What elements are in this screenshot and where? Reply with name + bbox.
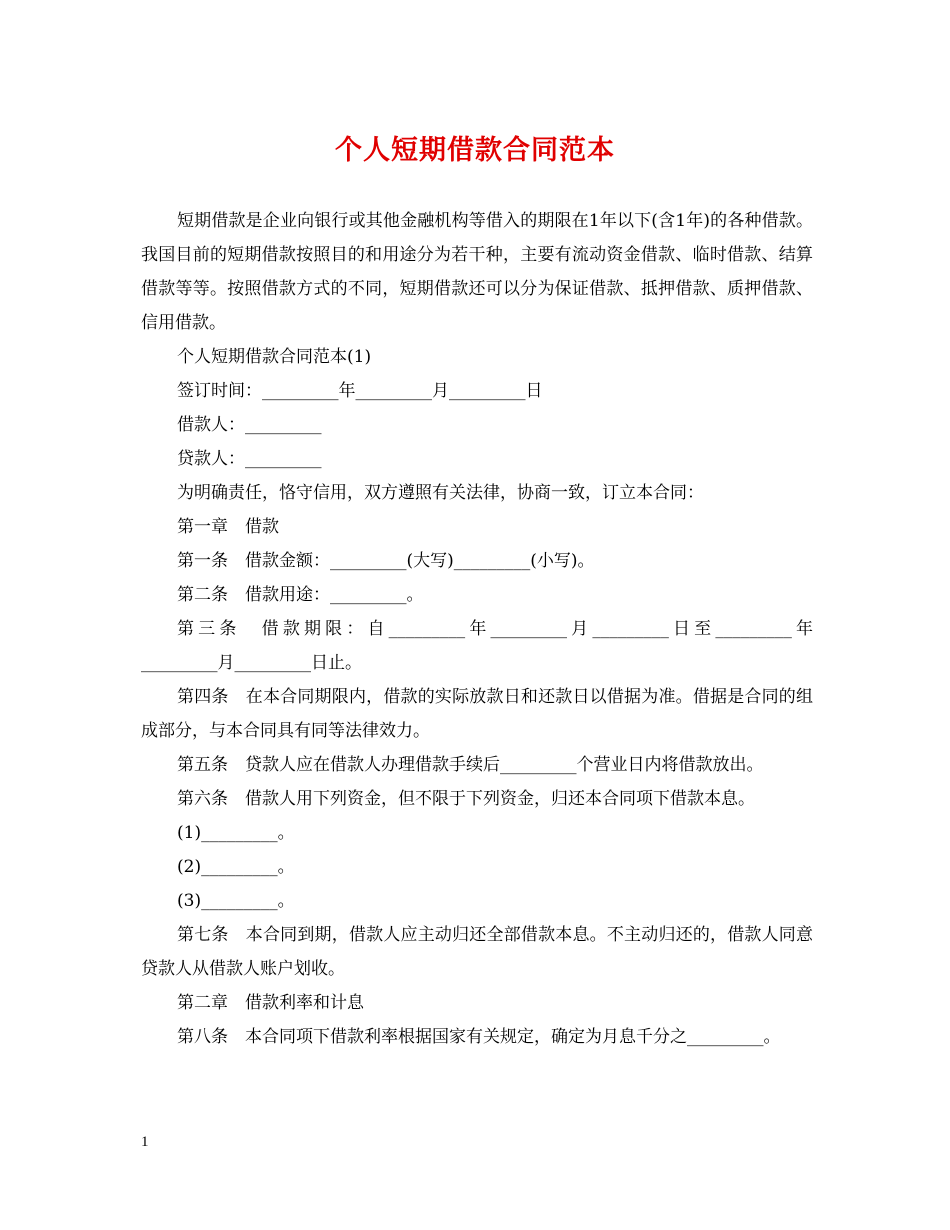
preamble-paragraph: 为明确责任，恪守信用，双方遵照有关法律，协商一致，订立本合同： <box>177 483 704 503</box>
intro-paragraph: 短期借款是企业向银行或其他金融机构等借入的期限在1年以下(含1年)的各种借款。我国目前的短期借款按照目的和用途分为若干种，主要有流动资金借款、临时借款、结算借款等等。按照借款方式的不同，短期借款还可以分为保证借款、抵押借款、质押借款、信用借款。 <box>141 211 813 333</box>
chapter-heading: 第二章 借款利率和计息 <box>177 993 364 1013</box>
article-paragraph: 第七条 本合同到期，借款人应主动归还全部借款本息。不主动归还的，借款人同意贷款人从借款人账户划收。 <box>141 925 813 979</box>
contract-subtitle: 个人短期借款合同范本(1) <box>177 347 372 367</box>
article-paragraph: 第四条 在本合同期限内，借款的实际放款日和还款日以借据为准。借据是合同的组成部分，与本合同具有同等法律效力。 <box>141 687 813 741</box>
list-item: (3)_________。 <box>177 891 295 911</box>
lender-line: 贷款人：_________ <box>177 449 322 469</box>
list-item: (1)_________。 <box>177 823 295 843</box>
document-body <box>141 204 813 1054</box>
article-paragraph: 第八条 本合同项下借款利率根据国家有关规定，确定为月息千分之_________。 <box>177 1027 781 1047</box>
list-item: (2)_________。 <box>177 857 295 877</box>
page-number: 1 <box>141 1134 149 1150</box>
signing-date-line: 签订时间：_________年_________月_________日 <box>177 381 543 401</box>
article-paragraph: 第五条 贷款人应在借款人办理借款手续后_________个营业日内将借款放出。 <box>177 755 764 775</box>
borrower-line: 借款人：_________ <box>177 415 322 435</box>
article-paragraph: 第二条 借款用途：_________。 <box>177 585 424 605</box>
chapter-heading: 第一章 借款 <box>177 517 279 537</box>
document-title: 个人短期借款合同范本 <box>335 135 615 166</box>
article-paragraph: 第六条 借款人用下列资金，但不限于下列资金，归还本合同项下借款本息。 <box>177 789 755 809</box>
article-paragraph: 第一条 借款金额：_________(大写)_________(小写)。 <box>177 551 595 571</box>
article-paragraph: 第三条 借款期限：自_________年_________月_________日至_________年_________月_________日止。 <box>141 619 813 673</box>
